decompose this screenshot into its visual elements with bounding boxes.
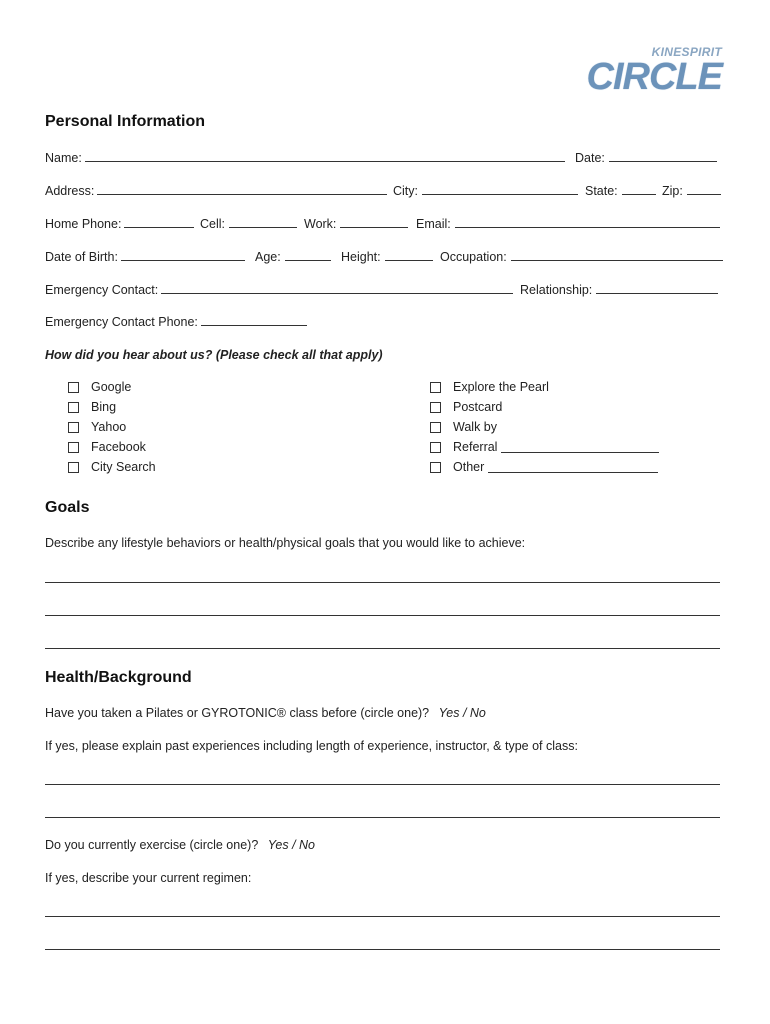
city-label: City: (393, 184, 418, 198)
option-label: Explore the Pearl (453, 380, 549, 394)
logo-top-text: KINESPIRIT (651, 45, 722, 59)
option-label: City Search (91, 460, 156, 474)
hear-about-question: How did you hear about us? (Please check all that apply) (45, 348, 383, 362)
pilates-answer-line-1[interactable] (45, 784, 720, 785)
emergency-phone-field[interactable] (201, 314, 307, 326)
option-facebook[interactable] (68, 437, 156, 457)
age-row (255, 249, 331, 265)
regimen-answer-line-2[interactable] (45, 949, 720, 950)
email-label: Email: (416, 217, 451, 231)
state-label: State: (585, 184, 618, 198)
work-field[interactable] (340, 216, 408, 228)
checkbox-icon[interactable] (68, 402, 79, 413)
email-field[interactable] (455, 216, 720, 228)
date-row (575, 150, 717, 166)
option-google[interactable] (68, 377, 156, 397)
goals-answer-line-1[interactable] (45, 582, 720, 583)
option-yahoo[interactable] (68, 417, 156, 437)
name-label: Name: (45, 151, 82, 165)
cell-label: Cell: (200, 217, 226, 231)
height-label: Height: (341, 250, 381, 264)
relationship-field[interactable] (596, 282, 718, 294)
option-other[interactable] (430, 457, 659, 477)
zip-row (662, 183, 721, 199)
checkbox-icon[interactable] (430, 442, 441, 453)
exercise-yes-no[interactable]: Yes / No (267, 838, 316, 852)
state-row (585, 183, 656, 199)
cell-row (200, 216, 297, 232)
goals-prompt: Describe any lifestyle behaviors or health/physical goals that you would like to achieve: (45, 536, 526, 550)
emergency-contact-row (45, 282, 513, 298)
phone-row (45, 216, 194, 232)
pilates-question: Have you taken a Pilates or GYROTONIC® class before (circle one)? (45, 706, 430, 720)
regimen-answer-line-1[interactable] (45, 916, 720, 917)
checkbox-icon[interactable] (430, 422, 441, 433)
option-label: Walk by (453, 420, 497, 434)
personal-information-heading: Personal Information (45, 113, 206, 130)
emergency-contact-label: Emergency Contact: (45, 283, 159, 297)
option-label: Facebook (91, 440, 146, 454)
work-label: Work: (304, 217, 337, 231)
occupation-field[interactable] (511, 249, 723, 261)
option-walk-by[interactable] (430, 417, 659, 437)
pilates-question-row (45, 705, 486, 721)
home-phone-label: Home Phone: (45, 217, 122, 231)
work-row (304, 216, 408, 232)
option-label: Bing (91, 400, 117, 414)
checkbox-icon[interactable] (68, 382, 79, 393)
kinespirit-circle-logo (582, 45, 722, 98)
email-row (416, 216, 720, 232)
checkbox-icon[interactable] (430, 462, 441, 473)
age-label: Age: (255, 250, 281, 264)
option-explore-the-pearl[interactable] (430, 377, 659, 397)
goals-answer-line-3[interactable] (45, 648, 720, 649)
other-field[interactable] (488, 461, 658, 473)
goals-answer-line-2[interactable] (45, 615, 720, 616)
checkbox-icon[interactable] (68, 442, 79, 453)
name-field[interactable] (85, 150, 565, 162)
checkbox-icon[interactable] (68, 422, 79, 433)
referral-options-left (68, 377, 156, 477)
cell-field[interactable] (229, 216, 297, 228)
option-label: Referral (453, 440, 498, 454)
height-field[interactable] (385, 249, 433, 261)
pilates-followup: If yes, please explain past experiences including length of experience, instructor, & type of class: (45, 739, 578, 753)
exercise-question: Do you currently exercise (circle one)? (45, 838, 259, 852)
zip-field[interactable] (687, 183, 721, 195)
date-label: Date: (575, 151, 605, 165)
occupation-label: Occupation: (440, 250, 507, 264)
dob-field[interactable] (121, 249, 245, 261)
address-field[interactable] (97, 183, 387, 195)
exercise-question-row (45, 837, 315, 853)
zip-label: Zip: (662, 184, 683, 198)
pilates-answer-line-2[interactable] (45, 817, 720, 818)
city-row (393, 183, 578, 199)
address-row (45, 183, 387, 199)
referral-options-right (430, 377, 659, 477)
goals-heading: Goals (45, 499, 90, 516)
option-label: Postcard (453, 400, 503, 414)
referral-field[interactable] (501, 441, 659, 453)
occupation-row (440, 249, 723, 265)
address-label: Address: (45, 184, 95, 198)
option-bing[interactable] (68, 397, 156, 417)
exercise-followup: If yes, describe your current regimen: (45, 871, 252, 885)
pilates-yes-no[interactable]: Yes / No (438, 706, 486, 720)
height-row (341, 249, 433, 265)
dob-label: Date of Birth: (45, 250, 118, 264)
home-phone-field[interactable] (124, 216, 194, 228)
relationship-label: Relationship: (520, 283, 593, 297)
logo-main-text: CIRCLE (586, 56, 722, 98)
date-field[interactable] (609, 150, 717, 162)
checkbox-icon[interactable] (430, 382, 441, 393)
checkbox-icon[interactable] (430, 402, 441, 413)
option-referral[interactable] (430, 437, 659, 457)
option-label: Other (453, 460, 485, 474)
option-postcard[interactable] (430, 397, 659, 417)
age-field[interactable] (285, 249, 331, 261)
emergency-phone-row (45, 314, 307, 330)
option-label: Yahoo (91, 420, 127, 434)
city-field[interactable] (422, 183, 578, 195)
option-label: Google (91, 380, 132, 394)
option-city-search[interactable] (68, 457, 156, 477)
health-background-heading: Health/Background (45, 669, 192, 686)
relationship-row (520, 282, 718, 298)
name-row (45, 150, 565, 166)
checkbox-icon[interactable] (68, 462, 79, 473)
emergency-phone-label: Emergency Contact Phone: (45, 315, 198, 329)
emergency-contact-field[interactable] (161, 282, 513, 294)
dob-row (45, 249, 245, 265)
state-field[interactable] (622, 183, 656, 195)
